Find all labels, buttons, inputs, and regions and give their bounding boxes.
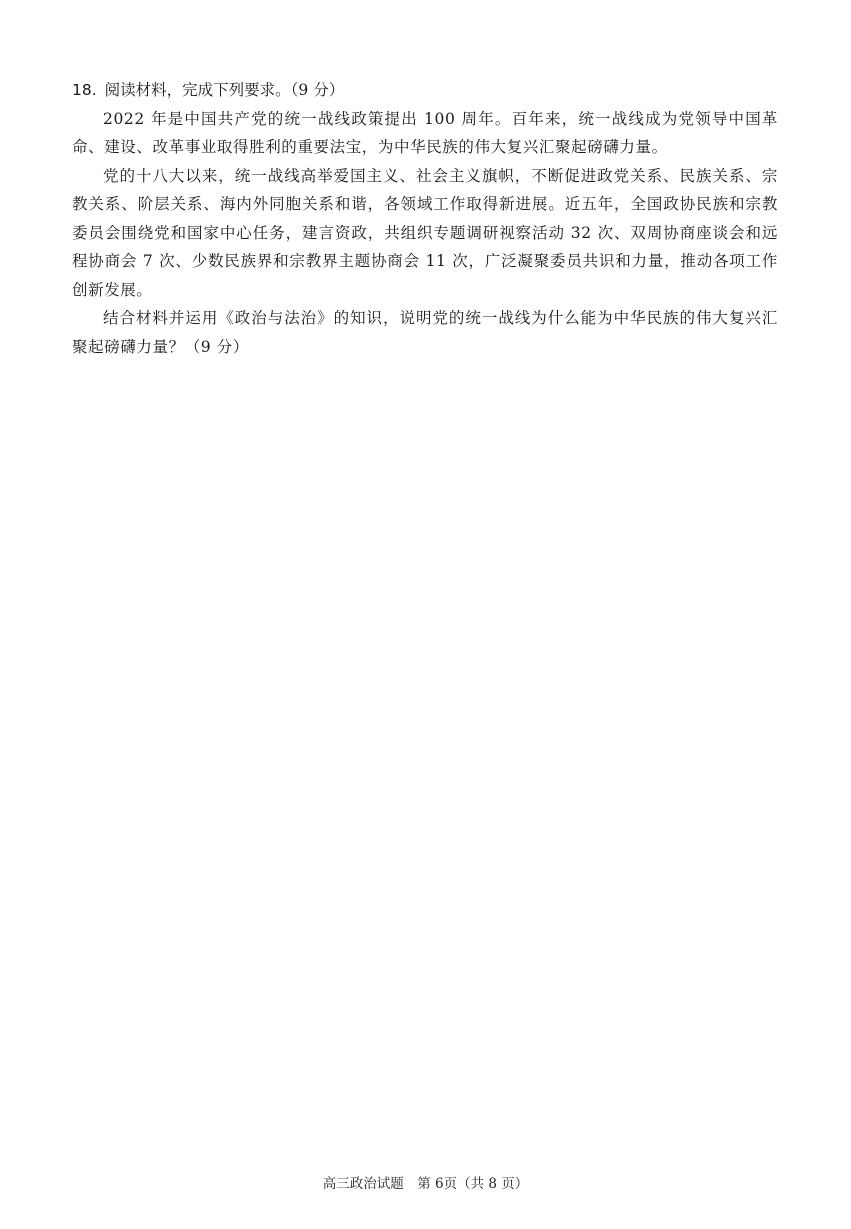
material-paragraph-1: 2022 年是中国共产党的统一战线政策提出 100 周年。百年来，统一战线成为党领导中国革命、建设、改革事业取得胜利的重要法宝，为中华民族的伟大复兴汇聚起磅礴力量。: [72, 109, 778, 156]
page-footer: 高三政治试题 第 6页（共 8 页）: [322, 1176, 529, 1192]
question-header: [72, 76, 778, 105]
question-instruction: 阅读材料，完成下列要求。（9 分）: [104, 81, 345, 99]
question-number: 18.: [72, 81, 97, 99]
material-paragraph-2: 党的十八大以来，统一战线高举爱国主义、社会主义旗帜，不断促进政党关系、民族关系、宗教关系、阶层关系、海内外同胞关系和谐，各领域工作取得新进展。近五年，全国政协民族和宗教委员会围绕党和国家中心任务，建言资政，共组织专题调研视察活动 32 次、双周协商座谈会和远程协商会 7 次、少数民族界和宗教界主题协商会 11 次，广泛凝聚委员共识和力量，推动各项工作创新发展。: [72, 166, 778, 299]
question-prompt: 结合材料并运用《政治与法治》的知识，说明党的统一战线为什么能为中华民族的伟大复兴汇聚起磅礴力量？（9 分）: [72, 309, 778, 356]
question-18: [72, 76, 778, 361]
